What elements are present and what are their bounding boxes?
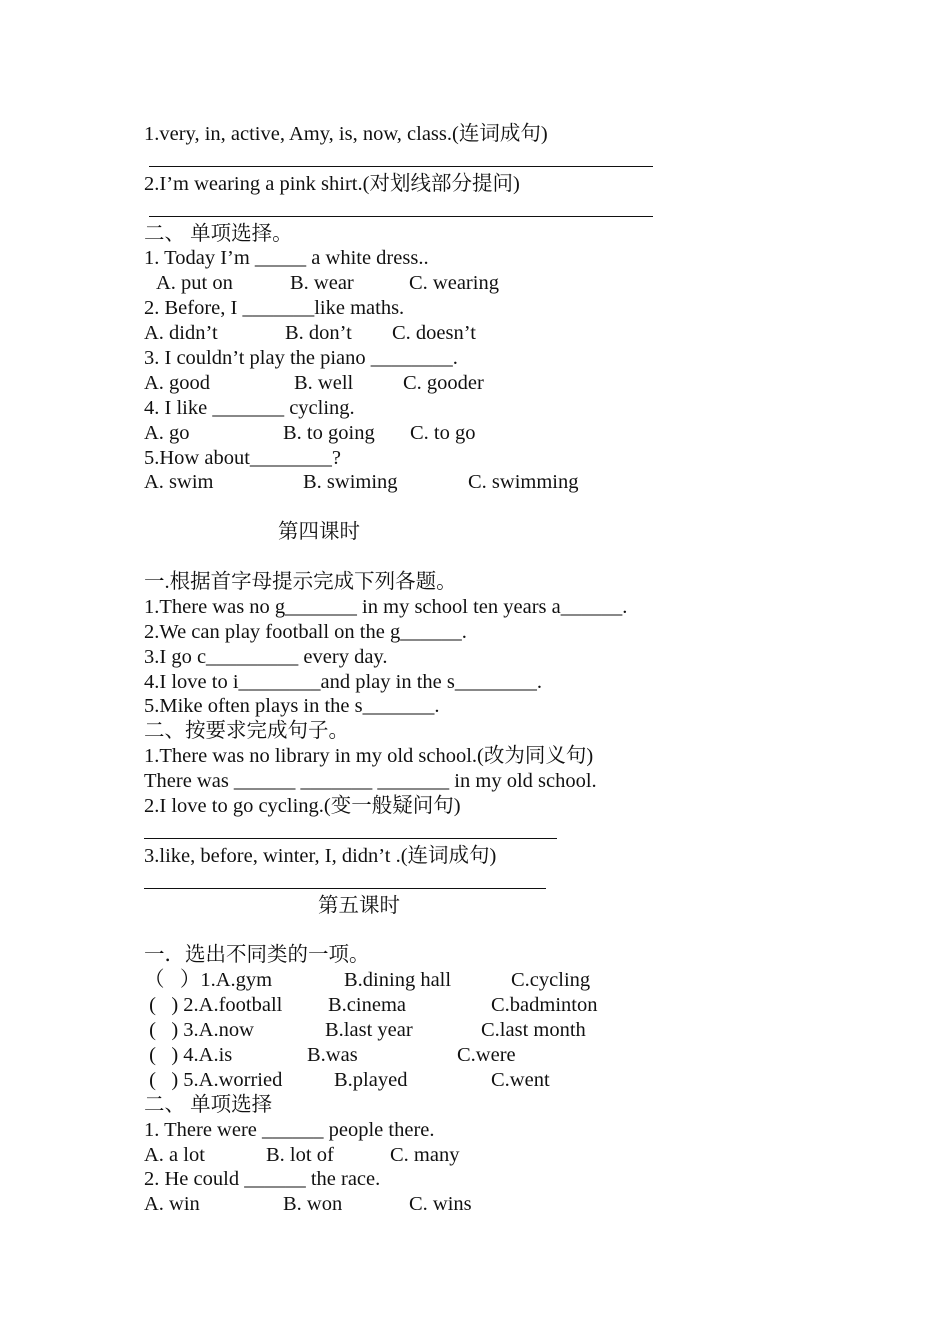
answer-blank-line (144, 147, 864, 172)
option-b: B. well (294, 371, 354, 394)
section-heading: 二、 单项选择。 (144, 222, 293, 245)
option-b: B.played (334, 1068, 408, 1091)
option-c: C.last month (481, 1019, 586, 1042)
odd-one-out-question: ( ) 5.A.worried (144, 1068, 283, 1091)
option-c: C. gooder (403, 371, 484, 394)
options-row (144, 371, 864, 396)
options-row (144, 271, 864, 296)
section-heading: 二、 单项选择 (144, 1093, 273, 1116)
option-a: A. a lot (144, 1143, 205, 1166)
option-c: C. wearing (409, 272, 499, 295)
options-row (144, 1192, 864, 1217)
question-line: 3.like, before, winter, I, didn’t .(连词成句) (144, 844, 497, 867)
section-heading: 一．选出不同类的一项。 (144, 944, 370, 967)
options-row (144, 470, 864, 495)
answer-blank-line (144, 197, 864, 222)
odd-one-out-question: ( ) 4.A.is (144, 1043, 233, 1066)
question-line: 2.I’m wearing a pink shirt.(对划线部分提问) (144, 172, 520, 195)
options-row (144, 321, 864, 346)
option-c: C.cycling (511, 969, 591, 992)
odd-one-out-question: ( ) 2.A.football (144, 994, 283, 1017)
question-line: 4. I like _______ cycling. (144, 396, 355, 419)
spacer (144, 919, 864, 944)
question-line: 1. There were ______ people there. (144, 1118, 435, 1141)
question-line: 2.I love to go cycling.(变一般疑问句) (144, 795, 461, 818)
question-line: 2. He could ______ the race. (144, 1168, 381, 1191)
lesson-title: 第四课时 (278, 521, 360, 544)
question-line: 1.very, in, active, Amy, is, now, class.(连词成句) (144, 123, 548, 145)
options-row (144, 1043, 864, 1068)
option-b: B.dining hall (344, 969, 452, 992)
option-c: C.went (491, 1068, 550, 1091)
options-row (144, 968, 864, 993)
option-a: A. go (144, 421, 190, 444)
options-row (144, 1143, 864, 1168)
question-line: 5.Mike often plays in the s_______. (144, 695, 440, 718)
question-line: 1. Today I’m _____ a white dress.. (144, 247, 429, 270)
question-line: 4.I love to i________and play in the s________. (144, 670, 542, 693)
question-line: 2. Before, I _______like maths. (144, 297, 405, 320)
section-heading: 一.根据首字母提示完成下列各题。 (144, 571, 457, 594)
option-b: B.cinema (328, 994, 406, 1017)
option-b: B.last year (325, 1019, 413, 1042)
option-c: C. swimming (468, 471, 579, 494)
question-line: 1.There was no library in my old school.(改为同义句) (144, 745, 594, 768)
option-b: B. to going (283, 421, 375, 444)
answer-blank-line (144, 869, 864, 894)
question-line: 3. I couldn’t play the piano ________. (144, 347, 458, 370)
spacer (144, 495, 864, 520)
odd-one-out-question: ( ) 3.A.now (144, 1019, 254, 1042)
options-row (144, 421, 864, 446)
question-line: 3.I go c_________ every day. (144, 645, 388, 668)
lesson-title: 第五课时 (318, 894, 400, 917)
option-a: A. didn’t (144, 322, 218, 345)
answer-blank-line (144, 819, 864, 844)
option-b: B. won (283, 1193, 343, 1216)
options-row (144, 993, 864, 1018)
option-a: A. win (144, 1193, 200, 1216)
question-line: 5.How about________? (144, 446, 342, 469)
option-c: C.were (457, 1043, 516, 1066)
option-c: C. many (390, 1143, 460, 1166)
option-c: C. to go (410, 421, 476, 444)
options-row (144, 1018, 864, 1043)
question-line: 1.There was no g_______ in my school ten years a______. (144, 595, 628, 618)
options-row (144, 1068, 864, 1093)
option-c: C. doesn’t (392, 322, 476, 345)
option-b: B. lot of (266, 1143, 334, 1166)
option-c: C.badminton (491, 994, 598, 1017)
spacer (144, 545, 864, 570)
option-b: B.was (307, 1043, 358, 1066)
worksheet-page (144, 122, 864, 1217)
question-line: There was ______ _______ _______ in my old school. (144, 770, 597, 793)
option-a: A. swim (144, 471, 214, 494)
option-b: B. swiming (303, 471, 398, 494)
option-a: A. good (144, 371, 211, 394)
option-c: C. wins (409, 1193, 472, 1216)
question-line: 2.We can play football on the g______. (144, 620, 467, 643)
option-a: A. put on (156, 272, 233, 295)
section-heading: 二、按要求完成句子。 (144, 720, 349, 743)
option-b: B. wear (290, 272, 354, 295)
odd-one-out-question: （ ）1.A.gym (144, 969, 273, 992)
option-b: B. don’t (285, 322, 352, 345)
